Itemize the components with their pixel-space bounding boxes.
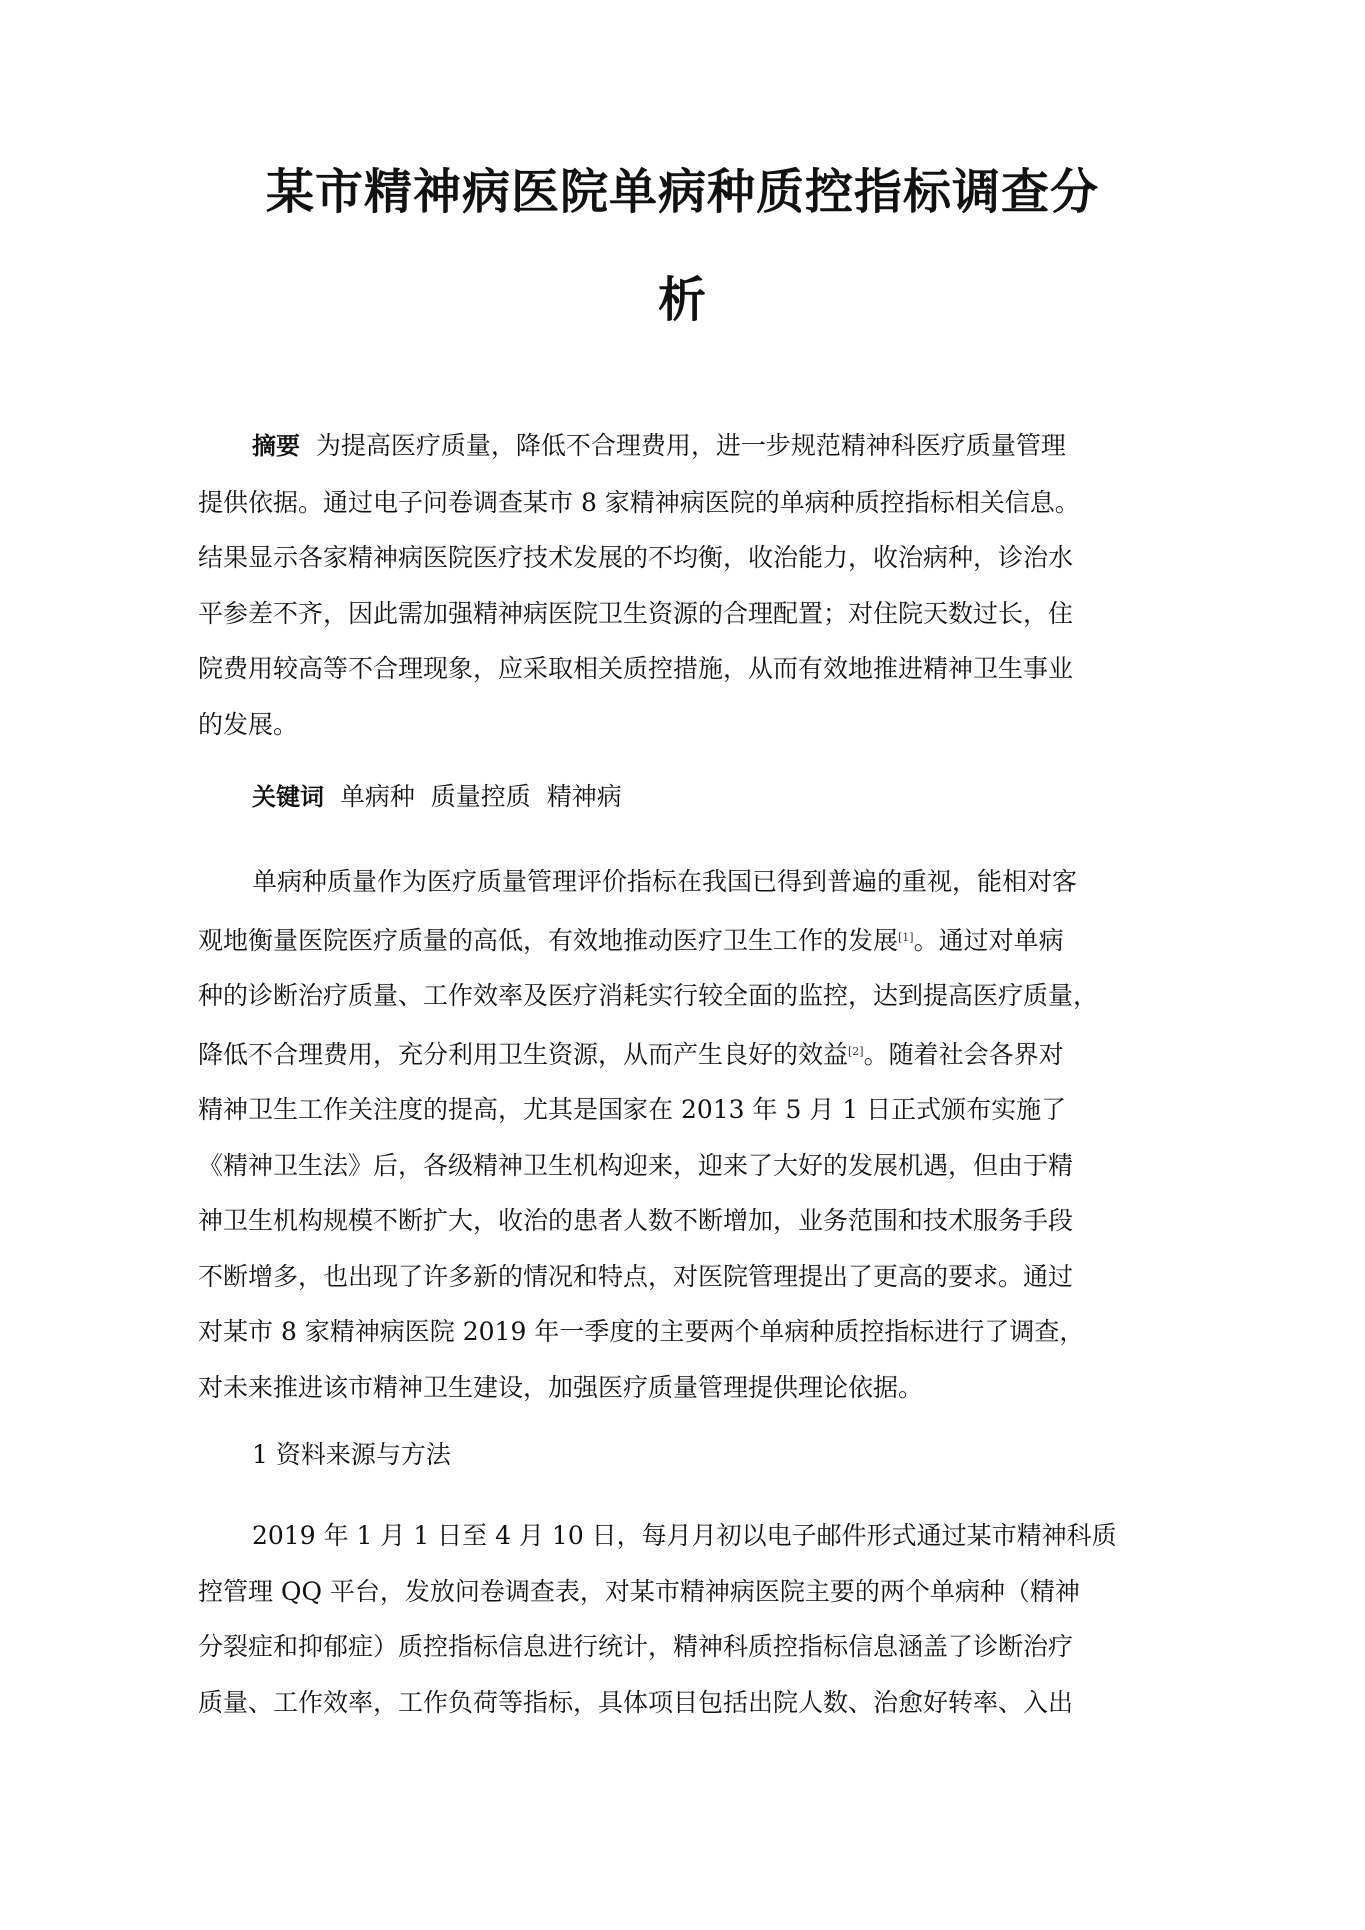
- intro-line: 对某市 8 家精神病医院 2019 年一季度的主要两个单病种质控指标进行了调查，: [198, 1317, 1085, 1346]
- intro-paragraph: [198, 854, 1168, 1415]
- intro-text: 。通过对单病: [913, 925, 1064, 955]
- section-line: 控管理 QQ 平台，发放问卷调查表，对某市精神病医院主要的两个单病种（精神: [198, 1576, 1080, 1606]
- intro-line: 不断增多，也出现了许多新的情况和特点，对医院管理提出了更高的要求。通过: [198, 1261, 1074, 1291]
- abstract-line: [198, 418, 1168, 475]
- intro-text: 降低不合理费用，充分利用卫生资源，从而产生良好的效益: [198, 1039, 849, 1069]
- intro-line: 精神卫生工作关注度的提高，尤其是国家在 2013 年 5 月 1 日正式颁布实施了: [198, 1095, 1067, 1124]
- abstract-line: 院费用较高等不合理现象，应采取相关质控措施，从而有效地推进精神卫生事业: [198, 654, 1074, 683]
- abstract-label: 摘要: [252, 432, 300, 460]
- intro-line: 种的诊断治疗质量、工作效率及医疗消耗实行较全面的监控，达到提高医疗质量，: [198, 981, 1099, 1010]
- intro-line: 神卫生机构规模不断扩大，收治的患者人数不断增加，业务范围和技术服务手段: [198, 1206, 1074, 1235]
- abstract-line: 的发展。: [198, 709, 299, 739]
- section-line: 分裂症和抑郁症）质控指标信息进行统计，精神科质控指标信息涵盖了诊断治疗: [198, 1632, 1074, 1661]
- keywords-paragraph: [198, 769, 1168, 826]
- section-line: 2019 年 1 月 1 日至 4 月 10 日，每月月初以电子邮件形式通过某市精神科质: [252, 1521, 1117, 1550]
- intro-line: [198, 1024, 1168, 1083]
- section-1-heading: [198, 1427, 1168, 1483]
- keywords-label: 关键词: [252, 783, 324, 811]
- citation-2: [2]: [848, 1044, 864, 1058]
- intro-text: 观地衡量医院医疗质量的高低，有效地推动医疗卫生工作的发展: [198, 925, 899, 955]
- section-1-paragraph: [198, 1508, 1168, 1730]
- intro-line: 《精神卫生法》后，各级精神卫生机构迎来，迎来了大好的发展机遇，但由于精: [198, 1150, 1074, 1180]
- intro-line: 单病种质量作为医疗质量管理评价指标在我国已得到普遍的重视，能相对客: [252, 867, 1078, 896]
- keywords-line: [198, 769, 1168, 826]
- keywords-text: 单病种 质量控质 精神病: [339, 782, 622, 811]
- citation-1: [1]: [898, 930, 914, 944]
- abstract-text: 为提高医疗质量，降低不合理费用，进一步规范精神科医疗质量管理: [315, 431, 1066, 460]
- document-title-line1: 某市精神病医院单病种质控指标调查分: [265, 164, 1099, 220]
- abstract-line: 平参差不齐，因此需加强精神病医院卫生资源的合理配置；对住院天数过长，住: [198, 598, 1074, 628]
- abstract-line: 结果显示各家精神病医院医疗技术发展的不均衡，收治能力，收治病种，诊治水: [198, 543, 1074, 572]
- intro-line: 对未来推进该市精神卫生建设，加强医疗质量管理提供理论依据。: [198, 1372, 924, 1402]
- section-heading-text: 1 资料来源与方法: [252, 1440, 451, 1469]
- abstract-line: 提供依据。通过电子问卷调查某市 8 家精神病医院的单病种质控指标相关信息。: [198, 487, 1080, 517]
- section-line: 质量、工作效率，工作负荷等指标，具体项目包括出院人数、治愈好转率、入出: [198, 1687, 1074, 1717]
- document-title-line2: 析: [657, 272, 707, 328]
- abstract-paragraph: [198, 418, 1168, 752]
- intro-line: [198, 910, 1168, 969]
- intro-text: 。随着社会各界对: [863, 1039, 1064, 1069]
